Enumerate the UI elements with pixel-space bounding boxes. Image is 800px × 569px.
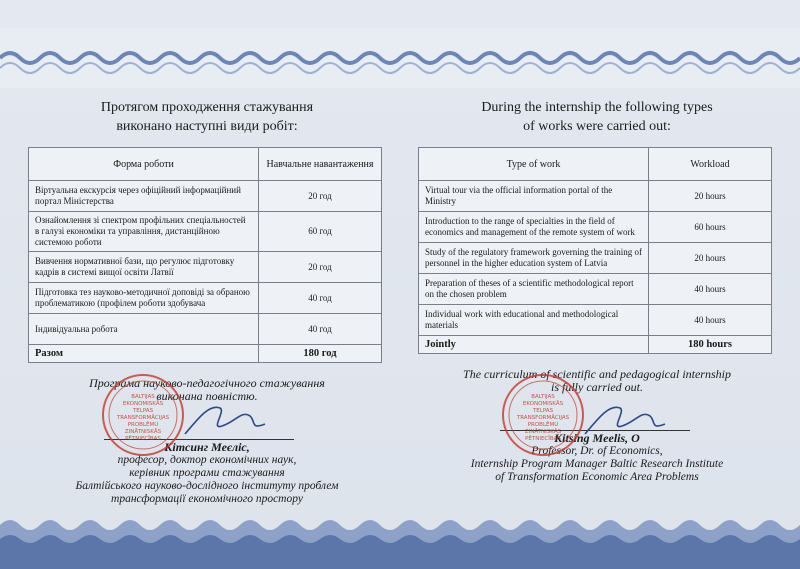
english-heading: [412, 98, 782, 136]
total-value: 180 hours: [649, 336, 772, 354]
stamp-text-line: BALTIJAS: [531, 394, 555, 400]
stamp-text-line: EKONOMISKĀS: [522, 401, 564, 407]
table-row: [29, 314, 382, 345]
table-header-row: [29, 148, 382, 181]
right-stamp-seal: [500, 372, 586, 458]
load-cell: 60 год: [259, 212, 382, 252]
ukrainian-heading: [22, 98, 392, 136]
heading-line-2: of works were carried out:: [523, 119, 671, 134]
heading-line-1: Протягом проходження стажування: [100, 100, 314, 115]
table-row: [419, 305, 772, 336]
stamp-text-line: PĒTNIECĪBAS: [125, 436, 161, 442]
work-cell: Virtual tour via the official information portal of the Ministry: [419, 181, 649, 212]
bottom-wave-border: [0, 505, 800, 569]
total-value: 180 год: [259, 345, 382, 363]
work-cell: Study of the regulatory framework governing the training of personnel in the higher education system of Latvia: [419, 243, 649, 274]
total-label: Jointly: [419, 336, 649, 354]
table-row: [419, 243, 772, 274]
work-cell: Ознайомлення зі спектром профільних спеціальностей в галузі економіки та управління, дистанційною системою роботи: [29, 212, 259, 252]
table-row: [419, 181, 772, 212]
signer-title-1: професор, доктор економічних наук,: [117, 454, 297, 466]
load-cell: 20 год: [259, 252, 382, 283]
signer-title-2: керівник програми стажування: [129, 467, 285, 479]
statement-line-1: The curriculum of scientific and pedagogical internship: [463, 367, 731, 381]
load-cell: 40 год: [259, 314, 382, 345]
stamp-text-line: TRANSFORMĀCIJAS: [116, 415, 170, 421]
statement-line-2: виконана повністю.: [156, 389, 258, 403]
table-row: [419, 274, 772, 305]
left-stamp-seal: [100, 372, 186, 458]
table-row: [29, 252, 382, 283]
column-header-work: Type of work: [419, 148, 649, 181]
table-row: [29, 212, 382, 252]
table-row: [29, 283, 382, 314]
signer-title-4: трансформації економічного простору: [111, 493, 303, 505]
load-cell: 40 год: [259, 283, 382, 314]
table-total-row: [29, 345, 382, 363]
top-wave-border: [0, 28, 800, 88]
work-cell: Individual work with educational and methodological materials: [419, 305, 649, 336]
load-cell: 40 hours: [649, 274, 772, 305]
work-cell: Introduction to the range of specialties in the field of economics and management of the remote system of work: [419, 212, 649, 243]
stamp-text-line: TELPAS: [532, 408, 554, 414]
work-cell: Індивідуальна робота: [29, 314, 259, 345]
work-cell: Віртуальна екскурсія через офіційний інформаційний портал Міністерства: [29, 181, 259, 212]
column-header-work: Форма роботи: [29, 148, 259, 181]
column-header-load: Навчальне навантаження: [259, 148, 382, 181]
signer-title-3: Балтійського науково-дослідного інституту проблем: [75, 480, 339, 492]
stamp-text-line: ZINĀTNISKĀS: [124, 429, 162, 435]
total-label: Разом: [29, 345, 259, 363]
signer-name: Kitsing Meelis, O: [554, 431, 640, 445]
statement-line-1: Програма науково-педагогічного стажування: [89, 376, 325, 390]
load-cell: 40 hours: [649, 305, 772, 336]
completion-statement: [412, 368, 782, 394]
signer-block: [22, 441, 392, 506]
load-cell: 60 hours: [649, 212, 772, 243]
work-cell: Вивчення нормативної бази, що регулює підготовку кадрів в системі вищої освіти Латвії: [29, 252, 259, 283]
table-header-row: [419, 148, 772, 181]
table-total-row: [419, 336, 772, 354]
right-handwritten-signature: [580, 396, 670, 442]
left-handwritten-signature: [180, 396, 270, 442]
stamp-text-line: EKONOMISKĀS: [122, 401, 164, 407]
stamp-text-line: PĒTNIECĪBAS: [525, 436, 561, 442]
signer-title-1: Professor, Dr. of Economics,: [531, 445, 663, 457]
signer-title-2: Internship Program Manager Baltic Research Institute: [470, 458, 724, 470]
stamp-text-line: PROBLĒMU: [527, 422, 559, 428]
load-cell: 20 hours: [649, 243, 772, 274]
heading-line-1: During the internship the following types: [481, 100, 713, 115]
ukrainian-work-table: [28, 147, 382, 363]
stamp-text-line: ZINĀTNISKĀS: [524, 429, 562, 435]
signer-title-3: of Transformation Economic Area Problems: [495, 471, 699, 483]
load-cell: 20 hours: [649, 181, 772, 212]
heading-line-2: виконано наступні види робіт:: [116, 119, 298, 134]
stamp-text-line: PROBLĒMU: [127, 422, 159, 428]
stamp-text-line: TRANSFORMĀCIJAS: [516, 415, 570, 421]
column-header-load: Workload: [649, 148, 772, 181]
stamp-text-line: TELPAS: [132, 408, 154, 414]
table-row: [419, 212, 772, 243]
work-cell: Підготовка тез науково-методичної доповіді за обраною проблематикою (профілем роботи здобувача: [29, 283, 259, 314]
stamp-text-line: BALTIJAS: [131, 394, 155, 400]
ukrainian-section: [22, 98, 392, 506]
statement-line-2: is fully carried out.: [551, 380, 643, 394]
work-cell: Preparation of theses of a scientific methodological report on the chosen problem: [419, 274, 649, 305]
english-work-table: [418, 147, 772, 354]
load-cell: 20 год: [259, 181, 382, 212]
table-row: [29, 181, 382, 212]
signer-name: Кітсинг Меєліс,: [164, 440, 250, 454]
